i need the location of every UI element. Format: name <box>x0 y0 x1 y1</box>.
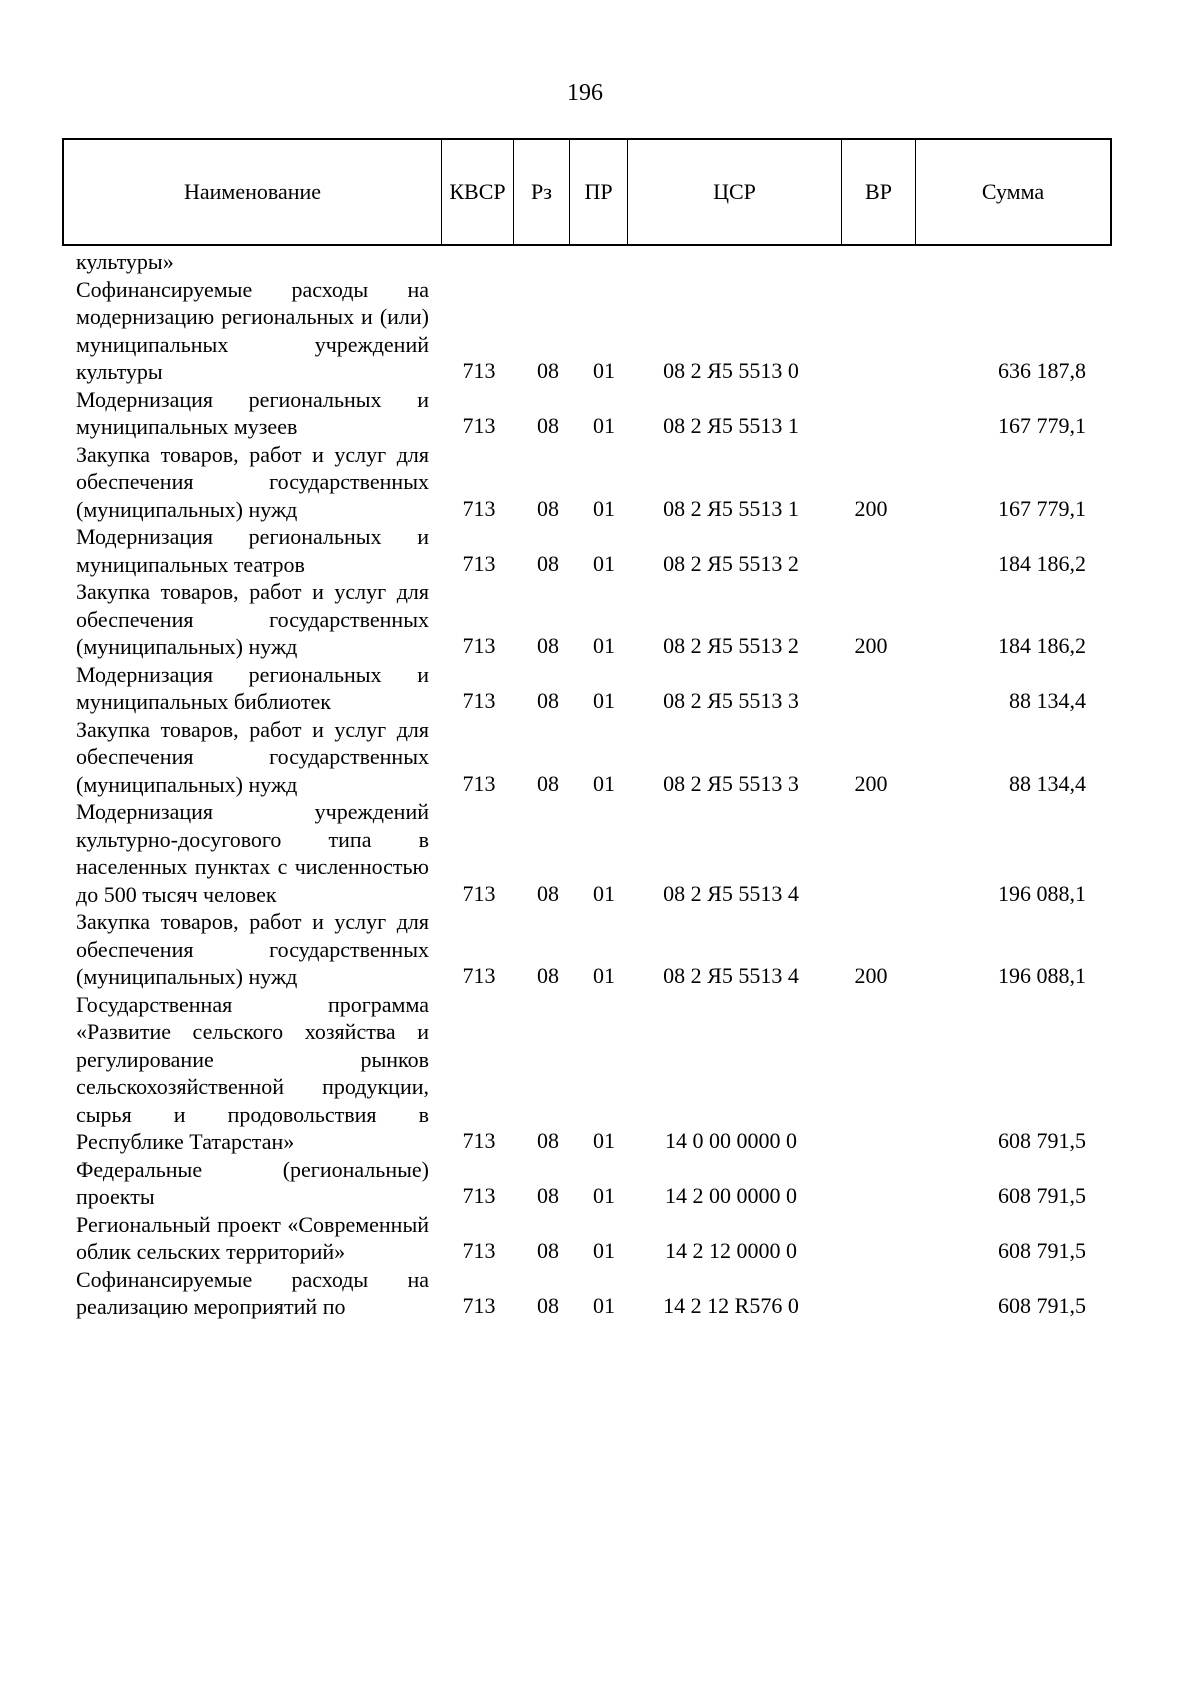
table-row <box>0 798 1200 908</box>
row-kvsr: 713 <box>462 413 496 438</box>
row-csr: 14 2 00 0000 0 <box>665 1183 797 1208</box>
table-row <box>0 276 1200 386</box>
row-csr: 08 2 Я5 5513 1 <box>663 495 799 521</box>
row-kvsr: 713 <box>462 688 496 713</box>
page-number: 196 <box>567 80 603 106</box>
row-csr: 14 2 12 R576 0 <box>663 1293 799 1318</box>
row-kvsr <box>434 275 524 276</box>
row-name: Модернизация региональных и муниципальных библиотек <box>76 661 429 714</box>
row-csr: 08 2 Я5 5513 4 <box>663 963 799 988</box>
row-csr: 08 2 Я5 5513 3 <box>663 688 799 713</box>
header-kvsr: КВСР <box>442 140 514 244</box>
row-name: Закупка товаров, работ и услуг для обеспечения государственных (муниципальных) нужд <box>76 579 429 659</box>
row-csr: 08 2 Я5 5513 2 <box>663 550 799 576</box>
row-name: Федеральные (региональные) проекты <box>76 1156 429 1209</box>
table-row <box>0 991 1200 1156</box>
table-row <box>0 716 1200 799</box>
row-pr: 01 <box>593 1128 615 1153</box>
row-sum: 196 088,1 <box>998 880 1086 906</box>
row-rz: 08 <box>537 880 559 906</box>
row-vr <box>826 1210 916 1211</box>
table-row <box>0 1211 1200 1266</box>
row-kvsr: 713 <box>462 550 496 576</box>
row-vr <box>826 385 916 386</box>
table-row <box>0 386 1200 441</box>
row-vr <box>826 275 916 276</box>
row-name: культуры» <box>76 249 174 274</box>
table-row <box>0 248 1200 276</box>
row-name: Закупка товаров, работ и услуг для обеспечения государственных (муниципальных) нужд <box>76 441 429 522</box>
row-pr: 01 <box>593 1293 615 1318</box>
row-vr <box>826 715 916 716</box>
row-rz: 08 <box>537 770 559 796</box>
row-name: Модернизация региональных и муниципальных театров <box>76 524 429 577</box>
row-kvsr: 713 <box>462 963 496 988</box>
row-vr: 200 <box>854 495 888 521</box>
row-kvsr: 713 <box>462 1128 496 1153</box>
row-pr: 01 <box>593 1238 615 1263</box>
row-kvsr: 713 <box>462 358 496 383</box>
row-vr <box>826 1265 916 1266</box>
row-pr: 01 <box>593 495 615 521</box>
row-csr: 08 2 Я5 5513 4 <box>663 880 799 906</box>
row-vr <box>826 1320 916 1321</box>
table-row <box>0 1266 1200 1321</box>
row-kvsr: 713 <box>462 633 496 658</box>
row-sum: 88 134,4 <box>1009 688 1086 713</box>
row-sum: 196 088,1 <box>998 963 1086 988</box>
row-vr: 200 <box>854 633 888 658</box>
row-pr: 01 <box>593 770 615 796</box>
row-csr: 08 2 Я5 5513 0 <box>663 358 799 383</box>
row-rz: 08 <box>537 1238 559 1263</box>
row-vr <box>826 1155 916 1156</box>
row-pr: 01 <box>593 1183 615 1208</box>
header-sum: Сумма <box>981 179 1045 204</box>
table-row <box>0 523 1200 578</box>
row-sum: 184 186,2 <box>998 550 1086 576</box>
row-name: Софинансируемые расходы на реализацию мероприятий по <box>76 1266 429 1319</box>
header-csr: ЦСР <box>628 140 842 244</box>
row-rz: 08 <box>537 358 559 383</box>
row-pr: 01 <box>593 688 615 713</box>
row-sum: 608 791,5 <box>998 1293 1086 1318</box>
row-sum: 636 187,8 <box>998 358 1086 383</box>
row-pr: 01 <box>593 550 615 576</box>
row-pr: 01 <box>593 880 615 906</box>
row-pr: 01 <box>593 633 615 658</box>
row-pr <box>572 275 636 276</box>
row-rz: 08 <box>537 963 559 988</box>
row-csr: 08 2 Я5 5513 2 <box>663 633 799 658</box>
row-rz: 08 <box>537 633 559 658</box>
table-row <box>0 1156 1200 1211</box>
row-sum: 167 779,1 <box>998 495 1086 521</box>
row-vr: 200 <box>854 770 888 796</box>
row-csr: 08 2 Я5 5513 1 <box>663 413 799 438</box>
table-row <box>0 661 1200 716</box>
row-sum: 608 791,5 <box>998 1183 1086 1208</box>
row-rz: 08 <box>537 495 559 521</box>
row-kvsr: 713 <box>462 1238 496 1263</box>
row-rz: 08 <box>537 1293 559 1318</box>
row-vr <box>826 907 916 908</box>
row-vr <box>826 440 916 441</box>
row-rz: 08 <box>537 550 559 576</box>
table-row <box>0 441 1200 524</box>
row-kvsr: 713 <box>462 770 496 796</box>
table-body <box>0 248 1200 1321</box>
row-csr: 08 2 Я5 5513 3 <box>663 770 799 796</box>
row-sum: 184 186,2 <box>998 633 1086 658</box>
row-rz: 08 <box>537 1183 559 1208</box>
row-kvsr: 713 <box>462 1293 496 1318</box>
row-sum <box>916 275 1086 276</box>
row-csr: 14 2 12 0000 0 <box>665 1238 797 1263</box>
row-pr: 01 <box>593 413 615 438</box>
row-pr: 01 <box>593 963 615 988</box>
row-kvsr: 713 <box>462 495 496 521</box>
header-pr: ПР <box>570 140 628 244</box>
row-vr: 200 <box>854 963 888 988</box>
row-sum: 88 134,4 <box>1009 770 1086 796</box>
row-vr <box>826 577 916 578</box>
row-sum: 167 779,1 <box>998 413 1086 438</box>
row-name: Государственная программа «Развитие сельского хозяйства и регулирование рынков сельскохозяйственной продукции, сырья и продовольствия в Республике Татарстан» <box>76 991 429 1154</box>
header-rz: Рз <box>514 140 570 244</box>
row-kvsr: 713 <box>462 880 496 906</box>
row-name: Закупка товаров, работ и услуг для обеспечения государственных (муниципальных) нужд <box>76 716 429 797</box>
table-row <box>0 908 1200 991</box>
header-name: Наименование <box>64 140 442 244</box>
row-rz: 08 <box>537 413 559 438</box>
row-name: Модернизация региональных и муниципальных музеев <box>76 386 429 439</box>
row-rz <box>524 275 572 276</box>
row-name: Региональный проект «Современный облик сельских территорий» <box>76 1211 429 1264</box>
row-pr: 01 <box>593 358 615 383</box>
table-row <box>0 578 1200 661</box>
row-kvsr: 713 <box>462 1183 496 1208</box>
table-header <box>62 138 1112 246</box>
row-name: Модернизация учреждений культурно-досугового типа в населенных пунктах с численностью до 500 тысяч человек <box>76 799 429 907</box>
row-sum: 608 791,5 <box>998 1238 1086 1263</box>
row-sum: 608 791,5 <box>998 1128 1086 1153</box>
row-rz: 08 <box>537 688 559 713</box>
row-rz: 08 <box>537 1128 559 1153</box>
row-csr: 14 0 00 0000 0 <box>665 1128 797 1153</box>
row-name: Софинансируемые расходы на модернизацию региональных и (или) муниципальных учреждений культуры <box>76 276 429 384</box>
row-csr <box>636 275 826 276</box>
row-name: Закупка товаров, работ и услуг для обеспечения государственных (муниципальных) нужд <box>76 909 429 989</box>
header-vr: ВР <box>842 140 916 244</box>
